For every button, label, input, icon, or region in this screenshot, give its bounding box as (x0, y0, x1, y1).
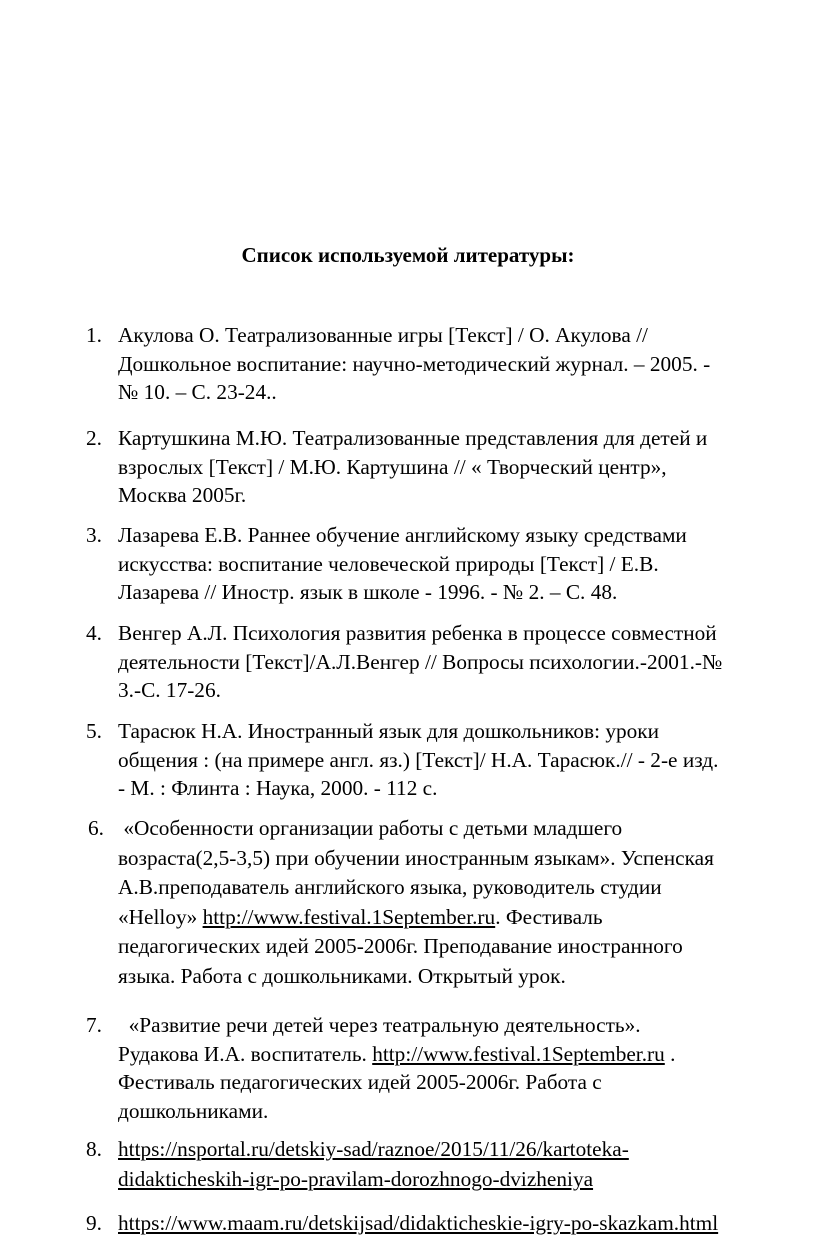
reference-line: взрослых [Текст] / М.Ю. Картушина // « Творческий центр», (118, 454, 667, 479)
reference-line: возраста(2,5-3,5) при обучении иностранным языкам». Успенская (118, 845, 714, 870)
reference-number: 7. (86, 1013, 102, 1037)
reference-item-2 (86, 424, 801, 510)
reference-line: № 10. – С. 23-24.. (118, 380, 277, 405)
reference-number: 1. (86, 323, 102, 347)
reference-line: - М. : Флинта : Наука, 2000. - 112 с. (118, 776, 438, 801)
reference-line: «Развитие речи детей через театральную деятельность». (118, 1013, 641, 1037)
reference-line: Москва 2005г. (118, 483, 247, 508)
reference-number: 3. (86, 523, 102, 547)
maam-link[interactable]: https://www.maam.ru/detskijsad/didakticheskie-igry-po-skazkam.html (118, 1211, 719, 1235)
reference-item-8 (86, 1134, 801, 1194)
reference-line: Акулова О. Театрализованные игры [Текст] / О. Акулова // (118, 323, 648, 347)
reference-line: Фестиваль педагогических идей 2005-2006г. Работа с (118, 1070, 602, 1095)
reference-number: 5. (86, 719, 102, 743)
festival-link[interactable]: http://www.festival.1September.ru (372, 1041, 665, 1066)
reference-number: 2. (86, 426, 102, 450)
reference-line-with-link (118, 1040, 801, 1069)
reference-number: 8. (86, 1137, 102, 1161)
reference-item-4 (86, 619, 801, 705)
reference-line: общения : (на примере англ. яз.) [Текст]/ Н.А. Тарасюк.// - 2-е изд. (118, 747, 719, 772)
reference-line: 3.-С. 17-26. (118, 678, 221, 703)
reference-line: языка. Работа с дошкольниками. Открытый урок. (118, 963, 566, 988)
reference-number: 9. (86, 1211, 102, 1235)
reference-item-6 (86, 814, 801, 991)
reference-item-7 (86, 1011, 801, 1125)
reference-number: 6. (88, 816, 104, 840)
reference-line: А.В.преподаватель английского языка, руководитель студии (118, 875, 662, 899)
reference-line: Лазарева // Иностр. язык в школе - 1996. - № 2. – С. 48. (118, 580, 618, 605)
reference-item-1 (86, 321, 801, 407)
nsportal-link-part-2[interactable]: didakticheskih-igr-po-pravilam-dorozhnogo-dvizheniya (118, 1167, 594, 1191)
reference-text: Рудакова И.А. воспитатель. (118, 1041, 373, 1066)
reference-text: . (664, 1041, 676, 1066)
reference-line: Тарасюк Н.А. Иностранный язык для дошкольников: уроки (118, 719, 660, 743)
page-title: Список используемой литературы: (241, 243, 575, 267)
reference-text: . Фестиваль (495, 904, 603, 929)
nsportal-link-part-1[interactable]: https://nsportal.ru/detskiy-sad/raznoe/2015/11/26/kartoteka- (118, 1137, 629, 1161)
reference-line: «Особенности организации работы с детьми младшего (118, 816, 623, 840)
reference-item-3 (86, 521, 801, 607)
reference-line: дошкольниками. (118, 1098, 269, 1123)
reference-text: «Helloy» (118, 904, 203, 929)
reference-item-9 (86, 1209, 801, 1238)
reference-line: искусства: воспитание человеческой природы [Текст] / Е.В. (118, 551, 659, 576)
reference-line: Картушкина М.Ю. Театрализованные представления для детей и (118, 426, 708, 450)
reference-line: педагогических идей 2005-2006г. Преподавание иностранного (118, 934, 683, 958)
reference-line: Дошкольное воспитание: научно-методический журнал. – 2005. - (118, 351, 711, 376)
festival-link[interactable]: http://www.festival.1September.ru (202, 904, 496, 929)
reference-line: Венгер А.Л. Психология развития ребенка в процессе совместной (118, 621, 717, 645)
reference-line: деятельности [Текст]/А.Л.Венгер // Вопросы психологии.-2001.-№ (118, 649, 723, 674)
reference-item-5 (86, 717, 801, 803)
reference-line-with-link (118, 903, 801, 933)
reference-number: 4. (86, 621, 102, 645)
reference-line: Лазарева Е.В. Раннее обучение английскому языку средствами (118, 523, 687, 547)
